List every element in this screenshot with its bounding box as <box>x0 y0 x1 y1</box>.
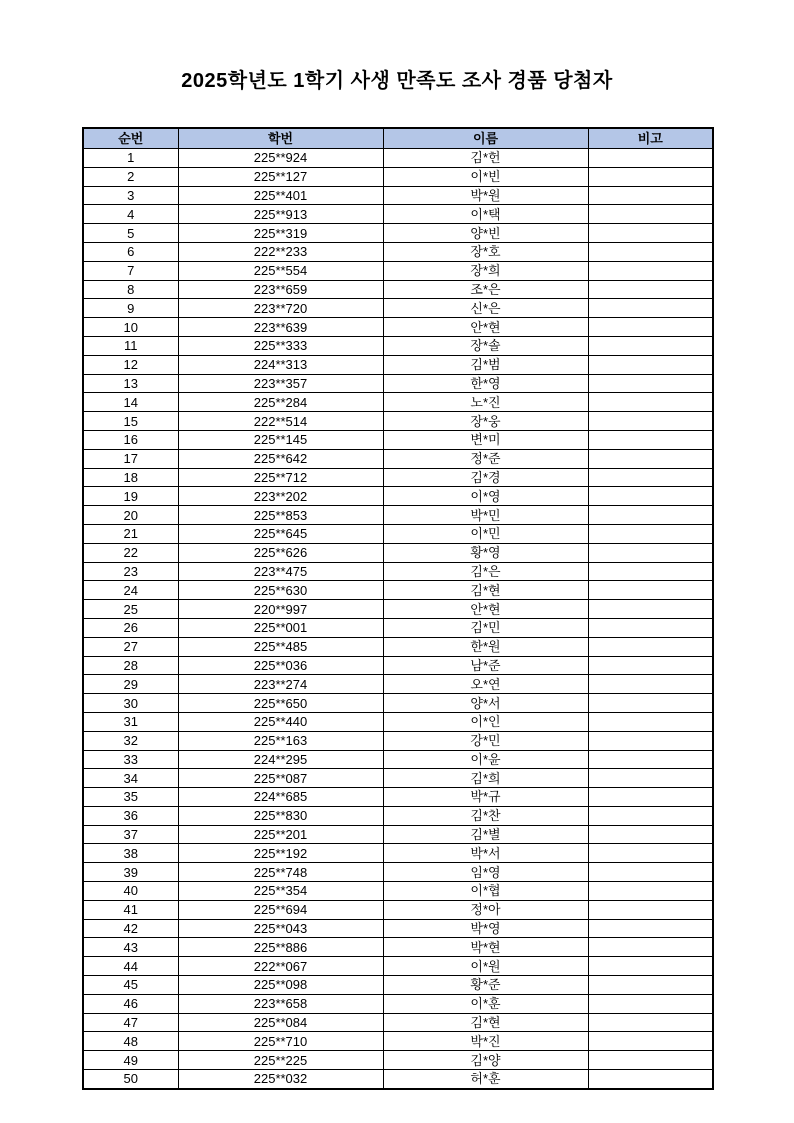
row-number-cell: 10 <box>83 318 178 337</box>
row-number-cell: 16 <box>83 430 178 449</box>
note-cell <box>588 224 713 243</box>
student-id-cell: 225**485 <box>178 637 383 656</box>
note-cell <box>588 1013 713 1032</box>
row-number-cell: 12 <box>83 355 178 374</box>
row-number-cell: 35 <box>83 788 178 807</box>
note-cell <box>588 600 713 619</box>
row-number-cell: 15 <box>83 412 178 431</box>
row-number-cell: 11 <box>83 336 178 355</box>
table-row <box>83 1051 713 1070</box>
name-cell: 박*현 <box>383 938 588 957</box>
name-cell: 안*현 <box>383 600 588 619</box>
row-number-cell: 40 <box>83 882 178 901</box>
student-id-cell: 223**639 <box>178 318 383 337</box>
name-cell: 박*영 <box>383 919 588 938</box>
row-number-cell: 9 <box>83 299 178 318</box>
note-cell <box>588 825 713 844</box>
row-number-cell: 3 <box>83 186 178 205</box>
table-row <box>83 186 713 205</box>
note-cell <box>588 412 713 431</box>
note-cell <box>588 336 713 355</box>
note-cell <box>588 543 713 562</box>
row-number-cell: 49 <box>83 1051 178 1070</box>
student-id-cell: 225**225 <box>178 1051 383 1070</box>
note-cell <box>588 844 713 863</box>
student-id-cell: 225**401 <box>178 186 383 205</box>
name-cell: 김*현 <box>383 1013 588 1032</box>
name-cell: 이*택 <box>383 205 588 224</box>
note-cell <box>588 562 713 581</box>
row-number-cell: 36 <box>83 806 178 825</box>
student-id-cell: 222**514 <box>178 412 383 431</box>
note-cell <box>588 506 713 525</box>
name-cell: 임*영 <box>383 863 588 882</box>
row-number-cell: 8 <box>83 280 178 299</box>
student-id-cell: 223**475 <box>178 562 383 581</box>
table-row <box>83 167 713 186</box>
table-row <box>83 149 713 168</box>
row-number-cell: 33 <box>83 750 178 769</box>
note-cell <box>588 393 713 412</box>
table-row <box>83 863 713 882</box>
student-id-cell: 224**295 <box>178 750 383 769</box>
note-cell <box>588 976 713 995</box>
name-cell: 장*솔 <box>383 336 588 355</box>
row-number-cell: 20 <box>83 506 178 525</box>
name-cell: 이*빈 <box>383 167 588 186</box>
row-number-cell: 23 <box>83 562 178 581</box>
student-id-cell: 223**274 <box>178 675 383 694</box>
page-title: 2025학년도 1학기 사생 만족도 조사 경품 당첨자 <box>181 70 613 92</box>
note-cell <box>588 957 713 976</box>
name-cell: 박*서 <box>383 844 588 863</box>
name-cell: 조*은 <box>383 280 588 299</box>
note-cell <box>588 882 713 901</box>
name-cell: 김*민 <box>383 618 588 637</box>
row-number-cell: 46 <box>83 994 178 1013</box>
note-cell <box>588 1051 713 1070</box>
table-row <box>83 224 713 243</box>
note-cell <box>588 261 713 280</box>
name-cell: 양*빈 <box>383 224 588 243</box>
row-number-cell: 44 <box>83 957 178 976</box>
note-cell <box>588 149 713 168</box>
table-row <box>83 769 713 788</box>
row-number-cell: 5 <box>83 224 178 243</box>
row-number-cell: 18 <box>83 468 178 487</box>
table-row <box>83 976 713 995</box>
name-cell: 박*민 <box>383 506 588 525</box>
table-row <box>83 543 713 562</box>
note-cell <box>588 618 713 637</box>
row-number-cell: 27 <box>83 637 178 656</box>
table-row <box>83 524 713 543</box>
note-cell <box>588 280 713 299</box>
row-number-cell: 32 <box>83 731 178 750</box>
row-number-cell: 41 <box>83 900 178 919</box>
name-cell: 장*웅 <box>383 412 588 431</box>
name-cell: 이*훈 <box>383 994 588 1013</box>
table-row <box>83 299 713 318</box>
student-id-cell: 225**319 <box>178 224 383 243</box>
note-cell <box>588 581 713 600</box>
table-row <box>83 1013 713 1032</box>
name-cell: 변*미 <box>383 430 588 449</box>
table-row <box>83 205 713 224</box>
student-id-cell: 225**642 <box>178 449 383 468</box>
table-row <box>83 844 713 863</box>
student-id-cell: 225**853 <box>178 506 383 525</box>
row-number-cell: 22 <box>83 543 178 562</box>
name-cell: 이*협 <box>383 882 588 901</box>
note-cell <box>588 1070 713 1089</box>
table-row <box>83 261 713 280</box>
note-cell <box>588 994 713 1013</box>
name-cell: 정*준 <box>383 449 588 468</box>
table-row <box>83 825 713 844</box>
name-cell: 박*진 <box>383 1032 588 1051</box>
table-row <box>83 468 713 487</box>
name-cell: 김*경 <box>383 468 588 487</box>
name-cell: 김*희 <box>383 769 588 788</box>
student-id-cell: 225**354 <box>178 882 383 901</box>
table-row <box>83 694 713 713</box>
table-row <box>83 750 713 769</box>
row-number-cell: 37 <box>83 825 178 844</box>
table-row <box>83 994 713 1013</box>
student-id-cell: 225**650 <box>178 694 383 713</box>
student-id-cell: 225**712 <box>178 468 383 487</box>
note-cell <box>588 919 713 938</box>
student-id-cell: 225**043 <box>178 919 383 938</box>
name-cell: 박*원 <box>383 186 588 205</box>
name-cell: 장*희 <box>383 261 588 280</box>
row-number-cell: 21 <box>83 524 178 543</box>
table-row <box>83 637 713 656</box>
name-cell: 이*영 <box>383 487 588 506</box>
row-number-cell: 24 <box>83 581 178 600</box>
name-cell: 김*양 <box>383 1051 588 1070</box>
row-number-cell: 45 <box>83 976 178 995</box>
table-row <box>83 957 713 976</box>
table-row <box>83 449 713 468</box>
student-id-cell: 225**032 <box>178 1070 383 1089</box>
name-cell: 노*진 <box>383 393 588 412</box>
column-header-no: 순번 <box>83 128 178 149</box>
student-id-cell: 223**720 <box>178 299 383 318</box>
table-header-row <box>83 128 713 149</box>
note-cell <box>588 806 713 825</box>
student-id-cell: 225**440 <box>178 712 383 731</box>
note-cell <box>588 694 713 713</box>
table-header <box>83 128 713 149</box>
note-cell <box>588 299 713 318</box>
table-row <box>83 656 713 675</box>
student-id-cell: 224**685 <box>178 788 383 807</box>
note-cell <box>588 318 713 337</box>
name-cell: 강*민 <box>383 731 588 750</box>
table-row <box>83 318 713 337</box>
row-number-cell: 14 <box>83 393 178 412</box>
table-row <box>83 562 713 581</box>
row-number-cell: 26 <box>83 618 178 637</box>
student-id-cell: 225**163 <box>178 731 383 750</box>
student-id-cell: 225**192 <box>178 844 383 863</box>
name-cell: 오*연 <box>383 675 588 694</box>
note-cell <box>588 242 713 261</box>
student-id-cell: 222**233 <box>178 242 383 261</box>
table-row <box>83 1032 713 1051</box>
note-cell <box>588 355 713 374</box>
row-number-cell: 31 <box>83 712 178 731</box>
student-id-cell: 225**924 <box>178 149 383 168</box>
row-number-cell: 17 <box>83 449 178 468</box>
name-cell: 황*영 <box>383 543 588 562</box>
name-cell: 김*범 <box>383 355 588 374</box>
student-id-cell: 225**001 <box>178 618 383 637</box>
note-cell <box>588 468 713 487</box>
table-row <box>83 900 713 919</box>
column-header-name: 이름 <box>383 128 588 149</box>
row-number-cell: 48 <box>83 1032 178 1051</box>
student-id-cell: 220**997 <box>178 600 383 619</box>
row-number-cell: 28 <box>83 656 178 675</box>
student-id-cell: 225**748 <box>178 863 383 882</box>
student-id-cell: 225**554 <box>178 261 383 280</box>
name-cell: 김*헌 <box>383 149 588 168</box>
note-cell <box>588 731 713 750</box>
student-id-cell: 225**084 <box>178 1013 383 1032</box>
student-id-cell: 225**284 <box>178 393 383 412</box>
student-id-cell: 225**913 <box>178 205 383 224</box>
student-id-cell: 225**201 <box>178 825 383 844</box>
name-cell: 남*준 <box>383 656 588 675</box>
student-id-cell: 225**127 <box>178 167 383 186</box>
student-id-cell: 222**067 <box>178 957 383 976</box>
row-number-cell: 38 <box>83 844 178 863</box>
note-cell <box>588 900 713 919</box>
row-number-cell: 42 <box>83 919 178 938</box>
column-header-student-id: 학번 <box>178 128 383 149</box>
table-row <box>83 1070 713 1089</box>
row-number-cell: 47 <box>83 1013 178 1032</box>
student-id-cell: 225**333 <box>178 336 383 355</box>
table-row <box>83 412 713 431</box>
name-cell: 이*윤 <box>383 750 588 769</box>
column-header-note: 비고 <box>588 128 713 149</box>
name-cell: 김*은 <box>383 562 588 581</box>
note-cell <box>588 524 713 543</box>
student-id-cell: 223**659 <box>178 280 383 299</box>
row-number-cell: 13 <box>83 374 178 393</box>
note-cell <box>588 637 713 656</box>
student-id-cell: 225**886 <box>178 938 383 957</box>
note-cell <box>588 769 713 788</box>
table-row <box>83 280 713 299</box>
student-id-cell: 225**098 <box>178 976 383 995</box>
note-cell <box>588 449 713 468</box>
note-cell <box>588 712 713 731</box>
row-number-cell: 4 <box>83 205 178 224</box>
student-id-cell: 223**357 <box>178 374 383 393</box>
name-cell: 이*인 <box>383 712 588 731</box>
name-cell: 양*서 <box>383 694 588 713</box>
table-row <box>83 731 713 750</box>
row-number-cell: 43 <box>83 938 178 957</box>
name-cell: 김*별 <box>383 825 588 844</box>
name-cell: 이*민 <box>383 524 588 543</box>
name-cell: 안*현 <box>383 318 588 337</box>
table-row <box>83 242 713 261</box>
name-cell: 허*훈 <box>383 1070 588 1089</box>
table-row <box>83 336 713 355</box>
row-number-cell: 39 <box>83 863 178 882</box>
row-number-cell: 34 <box>83 769 178 788</box>
table-row <box>83 618 713 637</box>
table-row <box>83 355 713 374</box>
student-id-cell: 223**202 <box>178 487 383 506</box>
student-id-cell: 225**830 <box>178 806 383 825</box>
student-id-cell: 225**630 <box>178 581 383 600</box>
winners-table <box>82 127 714 1090</box>
row-number-cell: 29 <box>83 675 178 694</box>
table-row <box>83 938 713 957</box>
table-body <box>83 149 713 1089</box>
student-id-cell: 223**658 <box>178 994 383 1013</box>
table-row <box>83 882 713 901</box>
note-cell <box>588 186 713 205</box>
note-cell <box>588 374 713 393</box>
name-cell: 한*영 <box>383 374 588 393</box>
row-number-cell: 25 <box>83 600 178 619</box>
note-cell <box>588 167 713 186</box>
note-cell <box>588 863 713 882</box>
student-id-cell: 225**087 <box>178 769 383 788</box>
name-cell: 정*아 <box>383 900 588 919</box>
note-cell <box>588 430 713 449</box>
student-id-cell: 225**710 <box>178 1032 383 1051</box>
student-id-cell: 224**313 <box>178 355 383 374</box>
table-row <box>83 788 713 807</box>
note-cell <box>588 205 713 224</box>
table-row <box>83 487 713 506</box>
row-number-cell: 2 <box>83 167 178 186</box>
note-cell <box>588 487 713 506</box>
table-row <box>83 675 713 694</box>
name-cell: 박*규 <box>383 788 588 807</box>
name-cell: 장*호 <box>383 242 588 261</box>
note-cell <box>588 938 713 957</box>
note-cell <box>588 675 713 694</box>
row-number-cell: 30 <box>83 694 178 713</box>
row-number-cell: 7 <box>83 261 178 280</box>
table-row <box>83 806 713 825</box>
table-row <box>83 374 713 393</box>
table-row <box>83 430 713 449</box>
student-id-cell: 225**626 <box>178 543 383 562</box>
name-cell: 황*준 <box>383 976 588 995</box>
student-id-cell: 225**645 <box>178 524 383 543</box>
note-cell <box>588 656 713 675</box>
table-row <box>83 919 713 938</box>
name-cell: 한*원 <box>383 637 588 656</box>
table-row <box>83 712 713 731</box>
name-cell: 이*원 <box>383 957 588 976</box>
note-cell <box>588 750 713 769</box>
table-row <box>83 581 713 600</box>
student-id-cell: 225**145 <box>178 430 383 449</box>
table-row <box>83 393 713 412</box>
row-number-cell: 19 <box>83 487 178 506</box>
name-cell: 김*찬 <box>383 806 588 825</box>
table-row <box>83 506 713 525</box>
student-id-cell: 225**036 <box>178 656 383 675</box>
row-number-cell: 50 <box>83 1070 178 1089</box>
note-cell <box>588 1032 713 1051</box>
name-cell: 신*은 <box>383 299 588 318</box>
row-number-cell: 1 <box>83 149 178 168</box>
note-cell <box>588 788 713 807</box>
student-id-cell: 225**694 <box>178 900 383 919</box>
row-number-cell: 6 <box>83 242 178 261</box>
table-row <box>83 600 713 619</box>
name-cell: 김*현 <box>383 581 588 600</box>
